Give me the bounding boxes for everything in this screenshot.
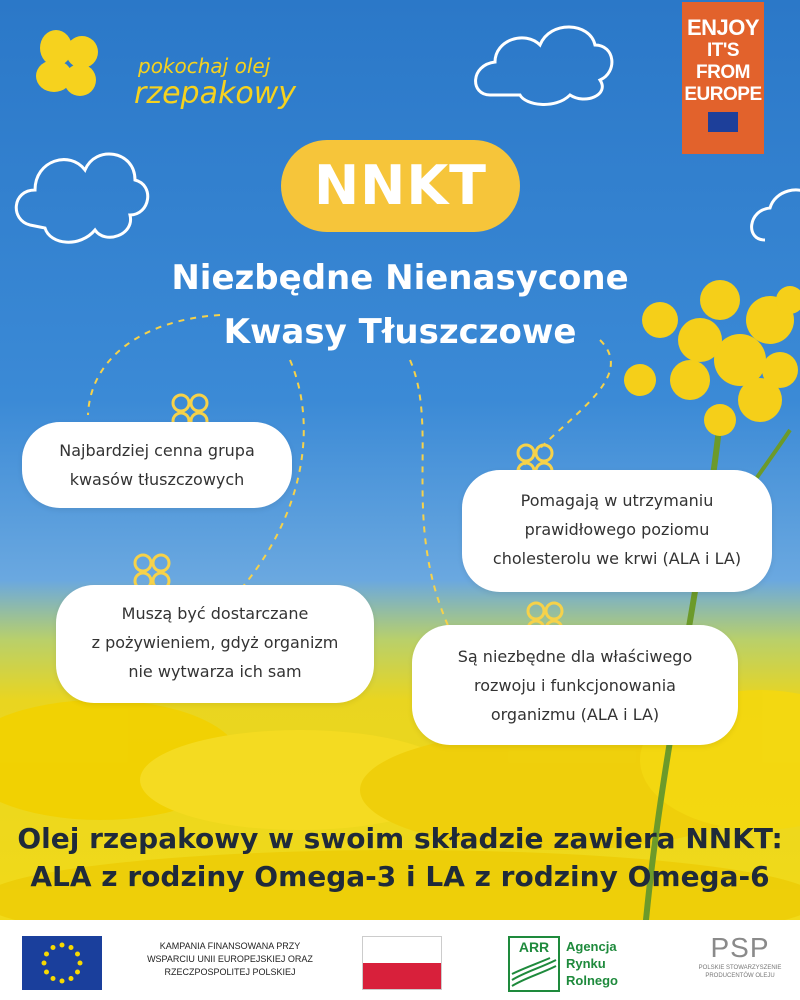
- bubble-line: rozwoju i funkcjonowania: [474, 676, 676, 695]
- arr-short: ARR: [518, 939, 550, 955]
- eu-flag-icon: [22, 936, 102, 990]
- bubble-line: nie wytwarza ich sam: [128, 662, 302, 681]
- badge-line3: EUROPE: [684, 84, 762, 105]
- campaign-line: KAMPANIA FINANSOWANA PRZY: [159, 941, 301, 951]
- bubble-line: Są niezbędne dla właściwego: [457, 647, 693, 666]
- arr-line: Agencja: [566, 939, 617, 954]
- psp-short: PSP: [710, 932, 770, 963]
- footer: [0, 920, 800, 1000]
- clover-icon: [28, 26, 108, 106]
- badge-line1: ENJOY: [686, 15, 760, 40]
- bubble-line: Najbardziej cenna grupa: [59, 441, 255, 460]
- bubble-line: z pożywieniem, gdyż organizm: [91, 633, 339, 652]
- bubble-line: kwasów tłuszczowych: [69, 470, 245, 489]
- title-line2: Kwasy Tłuszczowe: [223, 312, 577, 352]
- brand-line1: pokochaj olej: [138, 54, 271, 78]
- title-line1: Niezbędne Nienasycone: [171, 258, 629, 298]
- psp-logo: [690, 932, 790, 992]
- psp-line: PRODUCENTÓW OLEJU: [705, 973, 775, 979]
- eu-flag-icon: [708, 112, 738, 132]
- info-bubble-3: [56, 585, 374, 703]
- enjoy-europe-badge: [682, 2, 764, 154]
- eu-stars-icon: [22, 936, 102, 990]
- bubble-line: Pomagają w utrzymaniu: [520, 491, 714, 510]
- info-bubble-2: [462, 470, 772, 592]
- campaign-note: [120, 940, 340, 979]
- brand-line2: rzepakowy: [134, 76, 296, 111]
- badge-line2: IT'S FROM: [696, 40, 750, 83]
- arr-name: [566, 938, 618, 989]
- statement-line1: Olej rzepakowy w swoim składzie zawiera NNKT:: [17, 822, 783, 855]
- arr-line: Rynku: [566, 956, 606, 971]
- bubble-line: organizmu (ALA i LA): [490, 705, 660, 724]
- brand-logo: [28, 26, 298, 112]
- campaign-line: WSPARCIU UNII EUROPEJSKIEJ ORAZ: [147, 954, 313, 964]
- title-pill: NNKT: [281, 140, 520, 232]
- statement-line2: ALA z rodziny Omega-3 i LA z rodziny Omega-6: [30, 860, 770, 893]
- field-lines-icon: [510, 956, 558, 990]
- arr-line: Rolnego: [566, 973, 618, 988]
- campaign-line: RZECZPOSPOLITEJ POLSKIEJ: [164, 967, 296, 977]
- bubble-line: Muszą być dostarczane: [121, 604, 309, 623]
- bubble-line: cholesterolu we krwi (ALA i LA): [492, 549, 742, 568]
- arr-box: [508, 936, 560, 992]
- psp-line: POLSKIE STOWARZYSZENIE: [698, 965, 782, 971]
- info-bubble-1: [22, 422, 292, 508]
- bubble-line: prawidłowego poziomu: [524, 520, 710, 539]
- info-bubble-4: [412, 625, 738, 745]
- poland-flag-icon: [362, 936, 442, 990]
- arr-logo: [508, 936, 648, 992]
